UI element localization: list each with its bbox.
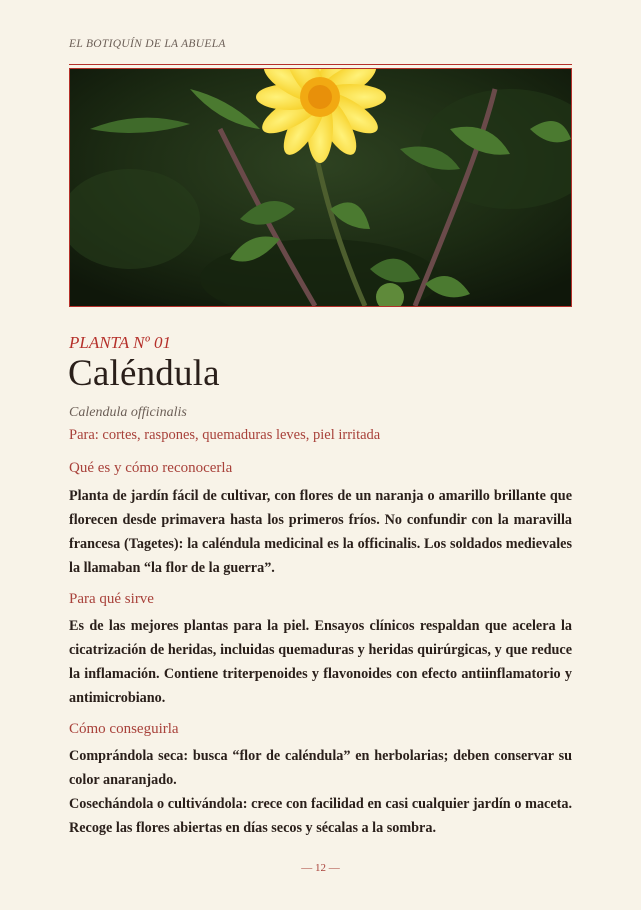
section-heading: Qué es y cómo reconocerla: [69, 460, 233, 476]
section-body: Es de las mejores plantas para la piel. Ensayos clínicos respaldan que acelera la cicatrización de heridas, incluidas quemaduras y heridas quirúrgicas, y que reduce la inflamación. Contiene triterpenoides y flavonoides con efecto antiinflamatorio y antimicrobiano.: [69, 618, 572, 706]
uses-line: Para: cortes, raspones, quemaduras leves, piel irritada: [69, 427, 381, 443]
section-heading: Para qué sirve: [69, 591, 154, 607]
header-rule: [69, 64, 572, 65]
section-body: Planta de jardín fácil de cultivar, con flores de un naranja o amarillo brillante que florecen desde primavera hasta los primeros fríos. No confundir con la maravilla francesa (Tagetes): la caléndula medicinal es la officinalis. Los soldados medievales la llamaban “la flor de la guerra”.: [69, 488, 572, 576]
plant-number: PLANTA Nº 01: [69, 333, 171, 352]
running-header: EL BOTIQUÍN DE LA ABUELA: [69, 38, 226, 50]
hero-photo: [69, 68, 572, 307]
calendula-illustration: [70, 69, 571, 306]
section-uses: [69, 591, 572, 710]
section-body: Cosechándola o cultivándola: crece con facilidad en casi cualquier jardín o maceta. Recoge las flores abiertas en días secos y sécalas a la sombra.: [69, 796, 572, 836]
section-how-to-get: [69, 721, 572, 840]
plant-title: Caléndula: [68, 353, 220, 394]
scientific-name: Calendula officinalis: [69, 405, 187, 420]
section-what-is-it: [69, 460, 572, 580]
page-number: — 12 —: [301, 862, 340, 874]
section-body: Comprándola seca: busca “flor de caléndula” en herbolarias; deben conservar su color anaranjado.: [69, 748, 572, 788]
section-heading: Cómo conseguirla: [69, 721, 179, 737]
